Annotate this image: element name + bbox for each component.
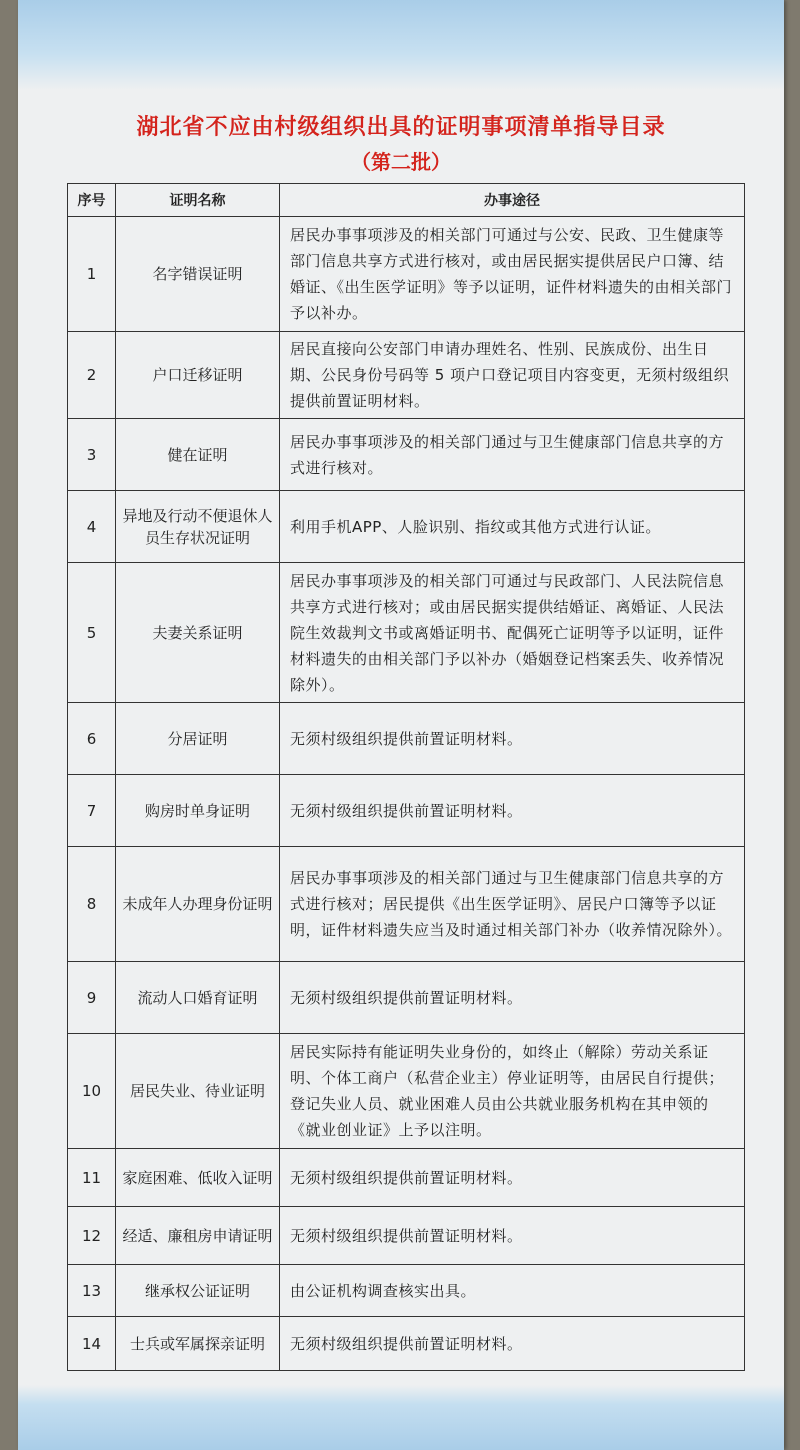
handling-method: 居民实际持有能证明失业身份的，如终止（解除）劳动关系证明、个体工商户（私营企业主）停业证明等，由居民自行提供；登记失业人员、就业困难人员由公共就业服务机构在其申领的《就业创业证》上予以注明。 <box>280 1034 745 1149</box>
handling-method: 居民办事事项涉及的相关部门通过与卫生健康部门信息共享的方式进行核对；居民提供《出生医学证明》、居民户口簿等予以证明，证件材料遗失应当及时通过相关部门补办（收养情况除外）。 <box>280 847 745 962</box>
certificate-name: 名字错误证明 <box>116 217 280 332</box>
table-row <box>68 962 745 1034</box>
certificate-list-table <box>67 183 745 1371</box>
table-row <box>68 419 745 491</box>
table-row <box>68 217 745 332</box>
certificate-name: 士兵或军属探亲证明 <box>116 1317 280 1371</box>
certificate-name: 继承权公证证明 <box>116 1265 280 1317</box>
header-no: 序号 <box>68 184 116 217</box>
handling-method: 居民办事事项涉及的相关部门可通过与民政部门、人民法院信息共享方式进行核对；或由居民据实提供结婚证、离婚证、人民法院生效裁判文书或离婚证明书、配偶死亡证明等予以证明，证件材料遗失的由相关部门予以补办（婚姻登记档案丢失、收养情况除外）。 <box>280 563 745 703</box>
handling-method: 居民办事事项涉及的相关部门通过与卫生健康部门信息共享的方式进行核对。 <box>280 419 745 491</box>
table-row <box>68 1317 745 1371</box>
row-number: 4 <box>68 491 116 563</box>
certificate-name: 户口迁移证明 <box>116 332 280 419</box>
row-number: 7 <box>68 775 116 847</box>
certificate-name: 异地及行动不便退休人员生存状况证明 <box>116 491 280 563</box>
certificate-name: 购房时单身证明 <box>116 775 280 847</box>
table-row <box>68 775 745 847</box>
handling-method: 居民办事事项涉及的相关部门可通过与公安、民政、卫生健康等部门信息共享方式进行核对，或由居民据实提供居民户口簿、结婚证、《出生医学证明》等予以证明，证件材料遗失的由相关部门予以补办。 <box>280 217 745 332</box>
row-number: 8 <box>68 847 116 962</box>
handling-method: 无须村级组织提供前置证明材料。 <box>280 962 745 1034</box>
table-row <box>68 563 745 703</box>
header-name: 证明名称 <box>116 184 280 217</box>
row-number: 13 <box>68 1265 116 1317</box>
row-number: 11 <box>68 1149 116 1207</box>
row-number: 1 <box>68 217 116 332</box>
handling-method: 无须村级组织提供前置证明材料。 <box>280 1317 745 1371</box>
handling-method: 利用手机APP、人脸识别、指纹或其他方式进行认证。 <box>280 491 745 563</box>
top-color-band <box>18 0 784 90</box>
row-number: 6 <box>68 703 116 775</box>
certificate-name: 分居证明 <box>116 703 280 775</box>
table-row <box>68 847 745 962</box>
table-row <box>68 1034 745 1149</box>
document-title: 湖北省不应由村级组织出具的证明事项清单指导目录 <box>136 115 666 140</box>
table-row <box>68 332 745 419</box>
row-number: 9 <box>68 962 116 1034</box>
row-number: 12 <box>68 1207 116 1265</box>
certificate-name: 居民失业、待业证明 <box>116 1034 280 1149</box>
handling-method: 无须村级组织提供前置证明材料。 <box>280 775 745 847</box>
certificate-name: 经适、廉租房申请证明 <box>116 1207 280 1265</box>
certificate-name: 家庭困难、低收入证明 <box>116 1149 280 1207</box>
table-row <box>68 491 745 563</box>
row-number: 2 <box>68 332 116 419</box>
certificate-name: 夫妻关系证明 <box>116 563 280 703</box>
document-subtitle: （第二批） <box>351 150 451 174</box>
handling-method: 无须村级组织提供前置证明材料。 <box>280 703 745 775</box>
table-row <box>68 703 745 775</box>
row-number: 10 <box>68 1034 116 1149</box>
table-row <box>68 1207 745 1265</box>
table-header-row <box>68 184 745 217</box>
certificate-name: 未成年人办理身份证明 <box>116 847 280 962</box>
handling-method: 无须村级组织提供前置证明材料。 <box>280 1149 745 1207</box>
handling-method: 居民直接向公安部门申请办理姓名、性别、民族成份、出生日期、公民身份号码等 5 项户口登记项目内容变更，无须村级组织提供前置证明材料。 <box>280 332 745 419</box>
row-number: 3 <box>68 419 116 491</box>
header-way: 办事途径 <box>280 184 745 217</box>
handling-method: 无须村级组织提供前置证明材料。 <box>280 1207 745 1265</box>
table-row <box>68 1265 745 1317</box>
table-row <box>68 1149 745 1207</box>
bottom-color-band <box>18 1385 784 1450</box>
handling-method: 由公证机构调查核实出具。 <box>280 1265 745 1317</box>
row-number: 14 <box>68 1317 116 1371</box>
certificate-name: 健在证明 <box>116 419 280 491</box>
row-number: 5 <box>68 563 116 703</box>
certificate-name: 流动人口婚育证明 <box>116 962 280 1034</box>
